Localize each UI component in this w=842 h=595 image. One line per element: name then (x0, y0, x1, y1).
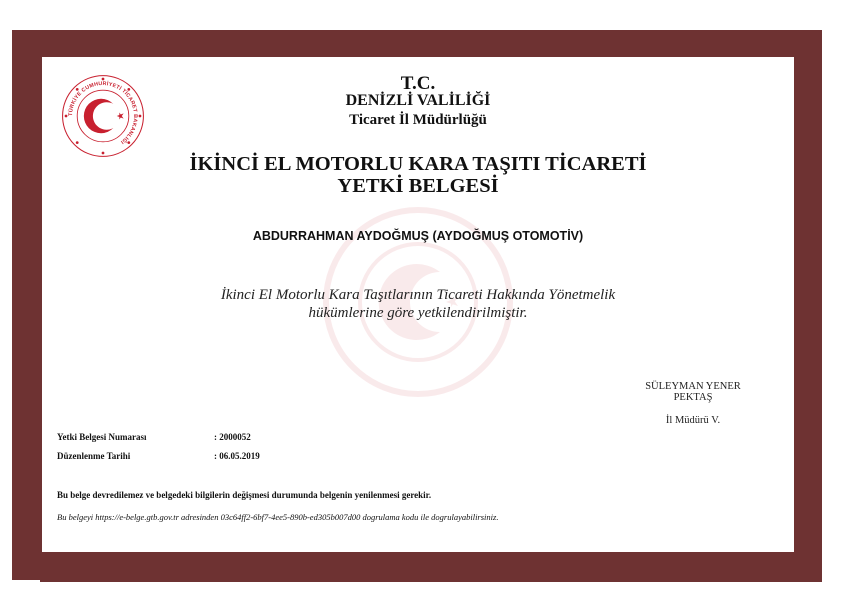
governorship-heading: DENİZLİ VALİLİĞİ (345, 92, 491, 109)
certificate-title-line2: YETKİ BELGESİ (337, 175, 499, 197)
transfer-warning: Bu belge devredilemez ve belgedeki bilgilerin değişmesi durumunda belgenin yenilenmesi gerekir. (57, 490, 432, 500)
description-line2: hükümlerine göre yetkilendirilmiştir. (308, 305, 528, 321)
country-heading: T.C. (400, 73, 436, 94)
verification-note: Bu belgeyi https://e-belge.gtb.gov.tr adresinden 03c64ff2-6bf7-4ee5-890b-ed305b007d00 dogrulama kodu ile dogrulayabilirsiniz. (57, 512, 499, 522)
certificate-description (42, 286, 794, 322)
signatory-block (638, 381, 748, 426)
issue-date-value: : 06.05.2019 (214, 451, 260, 461)
frame-shadow (40, 576, 822, 582)
certificate-number-label: Yetki Belgesi Numarası (57, 432, 147, 442)
certificate-title-line1: İKİNCİ EL MOTORLU KARA TAŞITI TİCARETİ (189, 153, 647, 175)
issue-date-label: Düzenlenme Tarihi (57, 451, 131, 461)
svg-text:TÜRKİYE CUMHURİYETİ TİCARET BA: TÜRKİYE CUMHURİYETİ TİCARET BAKANLIĞI (67, 80, 138, 145)
department-heading: Ticaret İl Müdürlüğü (349, 112, 487, 128)
certificate-paper (42, 57, 794, 552)
certificate-holder: ABDURRAHMAN AYDOĞMUŞ (AYDOĞMUŞ OTOMOTİV) (252, 229, 584, 243)
signatory-title: İl Müdürü V. (665, 415, 721, 426)
signatory-name-line2: PEKTAŞ (673, 392, 713, 403)
description-line1: İkinci El Motorlu Kara Taşıtlarının Ticareti Hakkında Yönetmelik (220, 287, 616, 303)
signatory-name-line1: SÜLEYMAN YENER (645, 381, 741, 392)
certificate-number-value: : 2000052 (214, 432, 251, 442)
